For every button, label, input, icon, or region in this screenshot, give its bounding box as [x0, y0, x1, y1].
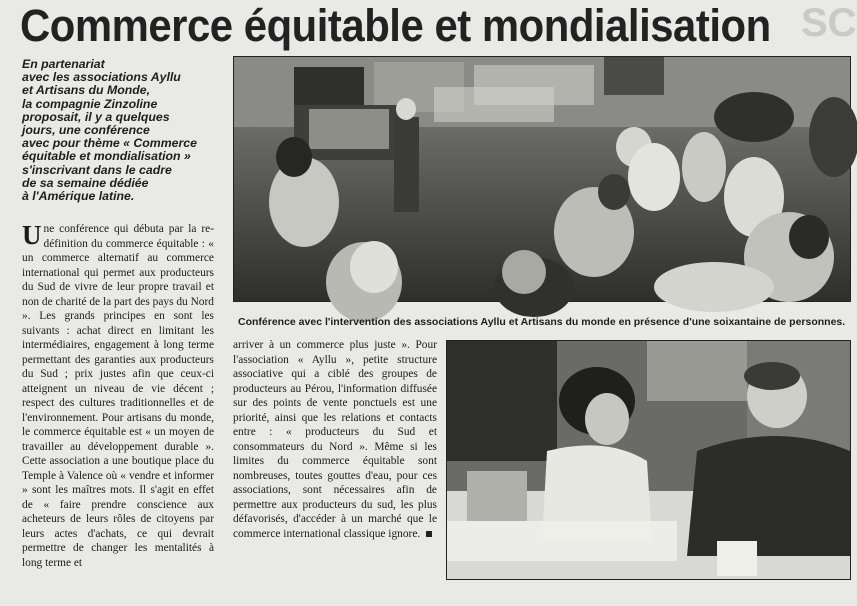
bleed-through-text: SC [801, 1, 857, 45]
lead-line: avec les associations Ayllu [22, 70, 181, 85]
article-headline: Commerce équitable et mondialisation [20, 0, 771, 51]
drop-cap: U [22, 220, 42, 250]
lead-line: et Artisans du Monde, [22, 83, 150, 98]
body-column-1 [22, 222, 214, 570]
speakers-photo [446, 340, 851, 580]
lead-line: avec pour thème « Commerce [22, 136, 197, 151]
body-column-2 [233, 338, 437, 541]
body-text-2: arriver à un commerce plus juste ». Pour l'association « Ayllu », petite structure associative qui a ciblé des groupes de producteurs au Pérou, l'information diffusée sur des points de vente ponctuels est une priorité, ainsi que les relations et contacts entre : « producteurs du Sud et consommateurs du Nord ». Même si les limites du commerce équitable sont nombreuses, toutes gouttes d'eau, pour ces associations, sont nécessaires afin de permettre aux producteurs du sud, les plus défavorisés, d'accéder à un marché que le commerce international classique ignore. [233, 339, 437, 540]
speakers-photo-image [447, 341, 850, 579]
lead-line: à l'Amérique latine. [22, 189, 135, 204]
article-lead [22, 58, 227, 203]
lead-line: la compagnie Zinzoline [22, 96, 158, 111]
lead-line: de sa semaine dédiée [22, 175, 149, 190]
end-of-article-mark [426, 531, 432, 537]
lead-line: proposait, il y a quelques [22, 109, 170, 124]
body-text-1: ne conférence qui débuta par la re-définition du commerce équitable : « un commerce alternatif au commerce international qui permet aux producteurs du Sud de vivre de leur propre travail et non de charité de la part des pays du Nord ». Les grands principes en sont les suivants : achat direct en limitant les intermédiaires, engagement à long terme permettant des garanties aux producteurs du Sud ; prix justes afin que ceux-ci atteignent un niveau de vie décent ; respect des cultures traditionnelles et de l'environnement. Pour artisans du monde, le commerce équitable est « un moyen de travailler au développement durable ». Cette association a une boutique place du Temple à Valence où « vendre et informer » sont les maîtres mots. Il s'agit en effet de « faire prendre conscience aux acheteurs de leurs rôles de citoyens par leurs actes d'achats, ce qui devrait permettre de changer les mentalités à long terme et [22, 223, 214, 569]
conference-photo [233, 56, 851, 302]
lead-line: En partenariat [22, 57, 105, 71]
lead-line: jours, une conférence [22, 123, 150, 138]
lead-line: équitable et mondialisation » [22, 149, 191, 164]
conference-photo-image [234, 57, 850, 301]
photo-caption: Conférence avec l'intervention des associations Ayllu et Artisans du monde en présence d'une soixantaine de personnes. [238, 316, 846, 328]
lead-line: s'inscrivant dans le cadre [22, 162, 172, 177]
